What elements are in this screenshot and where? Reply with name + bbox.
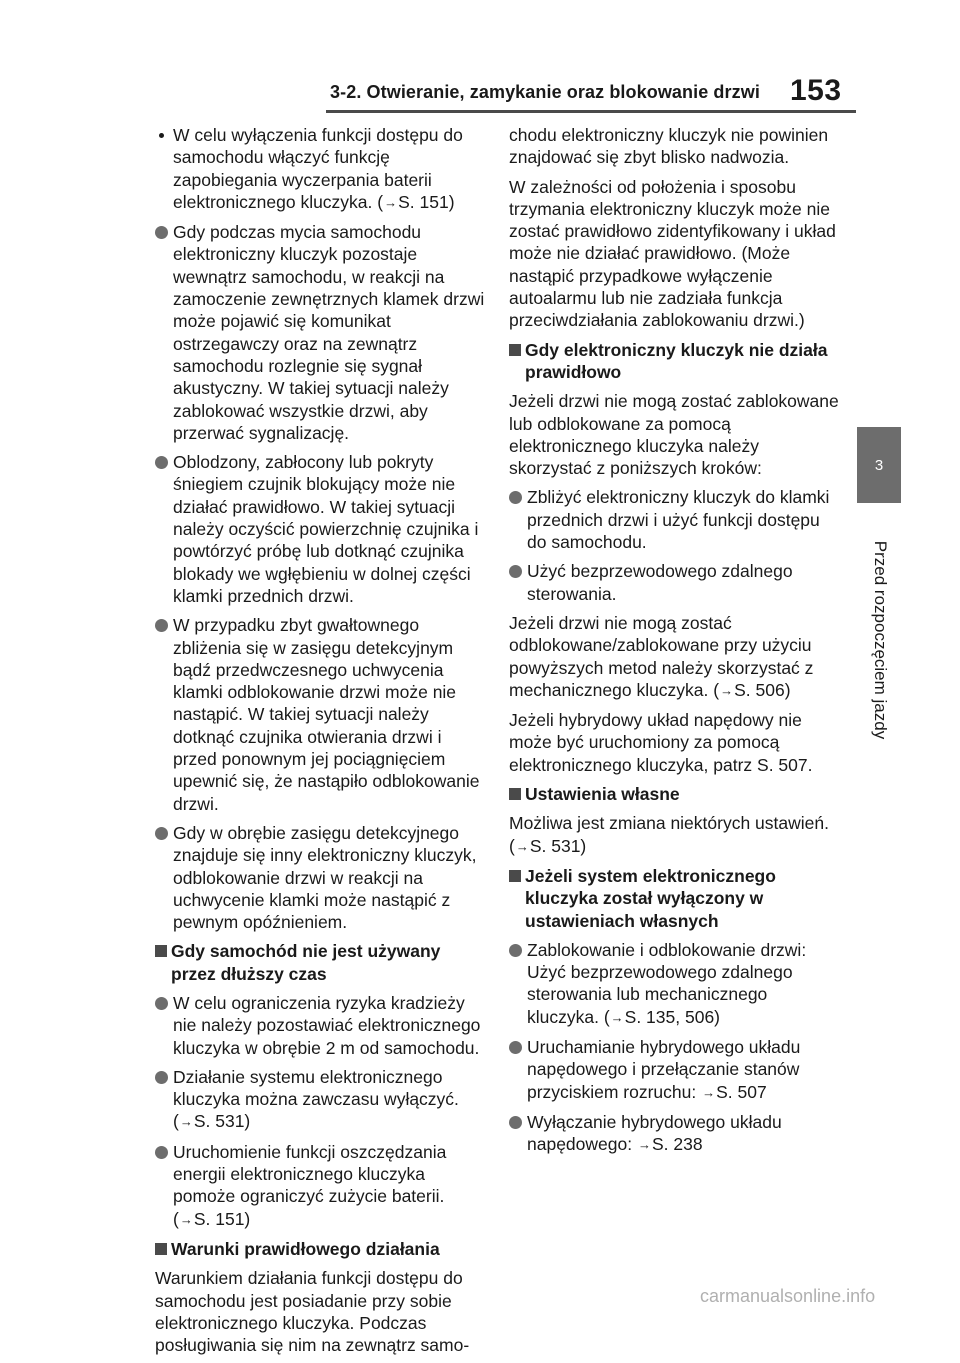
square-bullet-icon [155,1243,167,1255]
page-reference: S. 507 [716,1081,767,1102]
circle-bullet-icon [155,456,168,469]
arrow-right-icon: → [610,1009,624,1025]
circle-bullet-icon [155,226,168,239]
section-title: 3-2. Otwieranie, zamykanie oraz blokowanie drzwi [330,82,760,102]
subheading: Jeżeli system elektronicznego kluczyka został wyłączony w ustawieniach własnych [509,865,839,932]
page-number: 153 [790,74,842,107]
circle-bullet-icon [509,944,522,957]
circle-bullet-icon [509,565,522,578]
page-reference: S. 151) [398,191,455,212]
paragraph: Jeżeli drzwi nie mogą zostać odblokowane/zablokowane przy użyciu powyższych metod należy skorzystać z mechanicznego kluczyka. (→S. 506) [509,612,839,702]
arrow-right-icon: → [515,838,529,854]
subheading: Gdy elektroniczny kluczyk nie działa prawidłowo [509,339,839,384]
subheading: Ustawienia własne [509,783,839,805]
chapter-number: 3 [874,457,884,474]
right-column [509,124,839,1163]
list-item: Gdy w obrębie zasięgu detekcyjnego znajduje się inny elektroniczny kluczyk, odblokowanie drzwi w reakcji na uchwycenie klamki może nastąpić z pewnym opóźnieniem. [155,822,485,933]
chapter-tab[interactable] [857,427,901,503]
list-item: W celu ograniczenia ryzyka kradzieży nie należy pozostawiać elektronicznego kluczyka w obrębie 2 m od samochodu. [155,992,485,1059]
list-item: Oblodzony, zabłocony lub pokryty śniegiem czujnik blokujący może nie działać prawidłowo. W takiej sytuacji należy oczyścić powierzchnię czujnika i powtórzyć próbę lub dotknąć czujnika blokady we wgłębieniu w dolnej części klamki przednich drzwi. [155,451,485,607]
square-bullet-icon [155,945,167,957]
circle-bullet-icon [155,827,168,840]
page-reference: S. 238 [651,1134,703,1155]
list-item: W przypadku zbyt gwałtownego zbliżenia się w zasięgu detekcyjnym bądź przedwczesnego uchwycenia klamki odblokowanie drzwi może nie nastąpić. W takiej sytuacji należy dotknąć czujnika otwierania drzwi i przed ponownym jej pociągnięciem upewnić się, że nastąpiło odblokowanie drzwi. [155,614,485,815]
list-item: Uruchamianie hybrydowego układu napędowego i przełączanie stanów przyciskiem rozruchu: →S. 507 [509,1036,839,1104]
paragraph: Jeżeli drzwi nie mogą zostać zablokowane lub odblokowane za pomocą elektronicznego kluczyka należy skorzystać z poniższych kroków: [509,391,839,479]
list-item: Zablokowanie i odblokowanie drzwi: Użyć bezprzewodowego zdalnego sterowania lub mechanicznego kluczyka. (→S. 135, 506) [509,939,839,1029]
page-reference: S. 151) [193,1208,251,1229]
list-item: Użyć bezprzewodowego zdalnego sterowania. [509,560,839,605]
header-divider [326,110,856,113]
arrow-right-icon: → [179,1211,193,1227]
paragraph: W zależności od położenia i sposobu trzymania elektroniczny kluczyk może nie zostać prawidłowo zidentyfikowany i układ może nie działać prawidłowo. (Może nastąpić przypadkowe wyłączenie autoalarmu lub nie zadziała funkcja przeciwdziałania zablokowaniu drzwi.) [509,176,836,331]
circle-bullet-icon [155,997,168,1010]
circle-bullet-icon [155,1146,168,1159]
square-bullet-icon [509,870,521,882]
paragraph: Jeżeli hybrydowy układ napędowy nie może być uruchomiony za pomocą elektronicznego kluczyka, patrz S. 507. [509,710,813,775]
list-item: W celu wyłączenia funkcji dostępu do samochodu włączyć funkcję zapobiegania wyczerpania baterii elektronicznego kluczyka. (→S. 151) [155,124,485,214]
subheading: Warunki prawidłowego działania [155,1238,485,1260]
circle-bullet-icon [155,1071,168,1084]
circle-bullet-icon [155,619,168,632]
circle-bullet-icon [509,1041,522,1054]
page-reference: S. 506) [734,679,791,700]
page-reference: S. 531) [193,1111,251,1132]
list-item: Uruchomienie funkcji oszczędzania energii elektronicznego kluczyka pomoże ograniczyć zużycie baterii. (→S. 151) [155,1141,485,1231]
paragraph: Możliwa jest zmiana niektórych ustawień. (→S. 531) [509,812,839,858]
circle-bullet-icon [509,491,522,504]
arrow-right-icon: → [702,1084,716,1100]
square-bullet-icon [509,344,521,356]
chapter-label: Przed rozpoczęciem jazdy [871,540,890,740]
paragraph: chodu elektroniczny kluczyk nie powinien znajdować się zbyt blisko nadwozia. [509,125,829,168]
page-reference: S. 531) [529,835,587,856]
paragraph: Warunkiem działania funkcji dostępu do samochodu jest posiadanie przy sobie elektronicznego kluczyka. Podczas posługiwania się nim na zewnątrz samo- [155,1268,470,1356]
list-item: Zbliżyć elektroniczny kluczyk do klamki przednich drzwi i użyć funkcji dostępu do samochodu. [509,486,839,553]
watermark: carmanualsonline.info [700,1286,876,1306]
list-item: Gdy podczas mycia samochodu elektroniczny kluczyk pozostaje wewnątrz samochodu, w reakcji na zamoczenie zewnętrznych klamek drzwi może pojawić się komunikat ostrzegawczy oraz na zewnątrz samochodu rozlegnie się sygnał akustyczny. W takiej sytuacji należy zablokować wszystkie drzwi, aby przerwać sygnalizację. [155,221,485,444]
page-reference: S. 135, 506) [624,1006,721,1027]
arrow-right-icon: → [384,194,398,210]
left-column [155,124,485,1363]
square-bullet-icon [509,788,521,800]
list-item: Wyłączanie hybrydowego układu napędowego: →S. 238 [509,1111,839,1157]
circle-bullet-icon [509,1116,522,1129]
arrow-right-icon: → [179,1114,193,1130]
dot-bullet-icon [159,133,164,138]
arrow-right-icon: → [720,682,734,698]
list-item: Działanie systemu elektronicznego kluczyka można zawczasu wyłączyć. (→S. 531) [155,1066,485,1134]
subheading: Gdy samochód nie jest używany przez dłuższy czas [155,940,485,985]
arrow-right-icon: → [637,1137,651,1153]
